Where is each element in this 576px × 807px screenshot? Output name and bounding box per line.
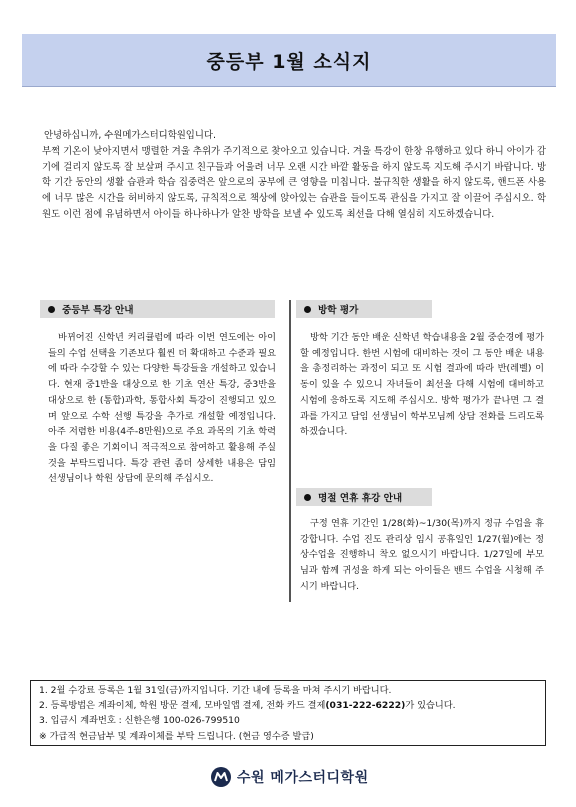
notice-line-2 [39,698,537,713]
intro-greeting: 안녕하십니까, 수원메가스터디학원입니다. [44,130,216,141]
notice-line-4: ※ 가급적 현금납부 및 계좌이체를 부탁 드립니다. (현금 영수증 발급) [39,730,314,742]
notice-line-2-suffix: 가 있습니다. [405,700,456,712]
special-lecture-heading [40,300,275,318]
special-lecture-body: 바뀌어진 신학년 커리큘럼에 따라 이번 연도에는 아이들의 수업 선택을 기존보다 훨씬 더 확대하고 수준과 필요에 따라 수강할 수 있는 다양한 특강들을 개설하고 있습니다. 현재 중1반을 대상으로 한 기초 연산 특강, 중3반을 대상으로 한 (통합)과학, 통합사회 특강이 진행되고 있으며 앞으로 수학 선행 특강을 추가로 개설할 예정입니다. 아주 저렴한 비용(4주-8만원)으로 주요 과목의 기초 학력을 다질 좋은 기회이니 적극적으로 참여하고 활용해 주실 것을 부탁드립니다. 특강 관련 좀더 상세한 내용은 담임 선생님이나 학원 상담에 문의해 주십시오. [48,332,276,485]
holiday-body: 구정 연휴 기간인 1/28(화)~1/30(목)까지 정규 수업을 휴강합니다. 수업 진도 관리상 임시 공휴일인 1/27(월)에는 정상수업을 진행하니 착오 없으시기 바랍니다. 1/27일에 부모님과 함께 귀성을 하게 되는 아이들은 밴드 수업을 시청해 주시기 바랍니다. [300,518,544,592]
exam-heading-text: 방학 평가 [318,305,359,316]
academy-logo [210,766,369,788]
phone-number: (031-222-6222) [325,700,406,712]
exam-body: 방학 기간 동안 배운 신학년 학습내용을 2월 중순경에 평가할 예정입니다. 한번 시험에 대비하는 것이 그 동안 배운 내용을 총정리하는 과정이 되고 또 시험 결과에 따라 반(레벨) 이동이 있을 수 있으니 자녀들이 최선을 다해 시험에 대비하고 시험에 응하도록 지도해 주십시오. 방학 평가가 끝나면 그 결과를 가지고 담임 선생님이 학부모님께 상담 전화를 드리도록 하겠습니다. [300,332,544,438]
holiday-heading [296,488,432,506]
intro-body: 부쩍 기온이 낮아지면서 맹렬한 겨울 추위가 주기적으로 찾아오고 있습니다. 겨울 특강이 한창 유행하고 있다 하니 아이가 감기에 걸리지 않도록 잘 보살펴 주시고 친구들과 어울려 너무 오랜 시간 바깥 활동을 하지 않도록 지도해 주시기 바랍니다. 방학 기간 동안의 생활 습관과 학습 집중력은 앞으로의 공부에 큰 영향을 미칩니다. 불규칙한 생활을 하지 않도록, 핸드폰 사용에 너무 많은 시간을 허비하지 않도록, 규칙적으로 책상에 앉아있는 습관을 들이도록 관심을 가지고 잘 이끌어 주십시오. 학원도 이런 점에 유념하면서 아이들 하나하나가 알찬 방학을 보낼 수 있도록 최선을 다해 열심히 지도하겠습니다. [42,145,546,220]
exam-heading [296,300,432,318]
payment-notice-box [30,680,546,746]
bullet-icon [304,306,311,313]
holiday-heading-text: 명절 연휴 휴강 안내 [318,493,403,504]
logo-text: 수원 메가스터디학원 [237,770,369,786]
notice-line-2-prefix: 2. 등록방법은 계좌이체, 학원 방문 결제, 모바일앱 결제, 전화 카드 결제 [39,700,326,712]
special-lecture-heading-text: 중등부 특강 안내 [62,305,134,316]
newsletter-title: 중등부 1월 소식지 [22,34,556,87]
intro-text [36,128,546,223]
bullet-icon [304,494,311,501]
bullet-icon [48,306,55,313]
column-divider [289,300,291,602]
notice-line-3: 3. 입금시 계좌번호 : 신한은행 100-026-799510 [39,715,240,727]
notice-line-1: 1. 2월 수강료 등록은 1월 31일(금)까지입니다. 기간 내에 등록을 마쳐 주시기 바랍니다. [39,685,392,696]
megastudy-logo-icon [210,766,232,788]
